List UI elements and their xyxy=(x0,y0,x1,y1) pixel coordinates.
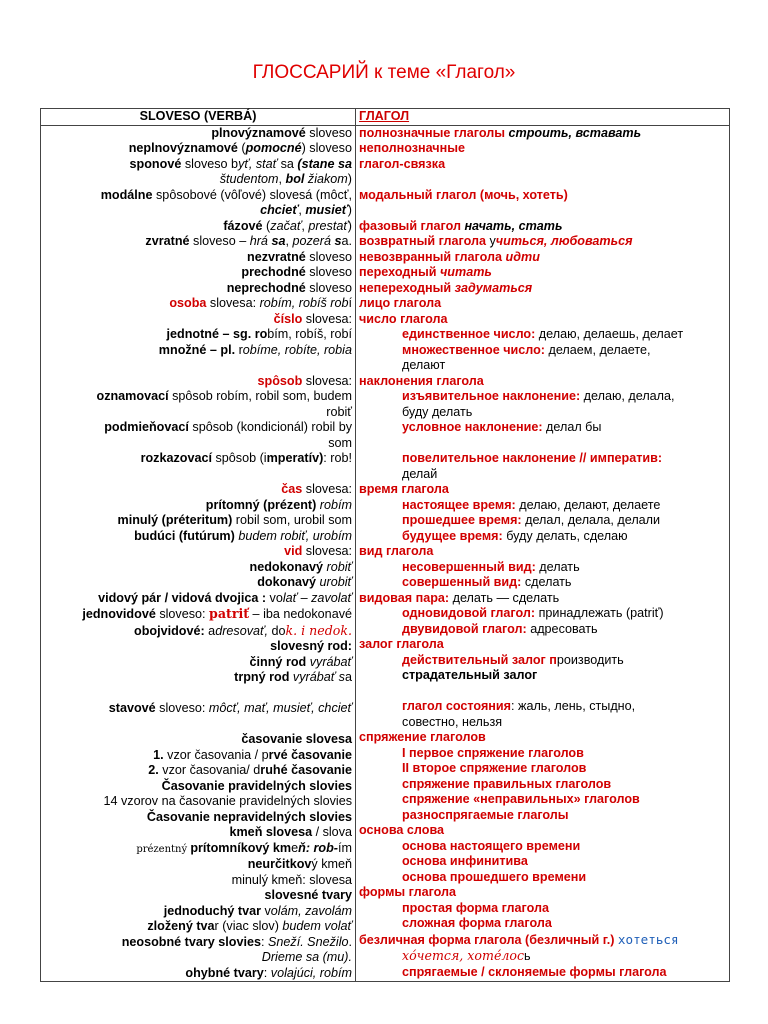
glossary-line: minulý kmeň: slovesa xyxy=(231,872,352,887)
glossary-line: trpný rod vyrábať sa xyxy=(234,670,352,684)
glossary-line: neplnovýznamové (pomocné) sloveso xyxy=(128,141,352,155)
glossary-line: число глагола xyxy=(359,311,448,326)
glossary-line: fázové (začať, prestať) xyxy=(223,218,352,233)
glossary-line: Drieme sa (mu). xyxy=(261,950,352,964)
glossary-line: действительный залог производить xyxy=(402,652,624,667)
glossary-line xyxy=(44,358,352,374)
glossary-line: modálne spôsobové (vôľové) slovesá (môcť, xyxy=(100,187,352,202)
glossary-line: хо́чется, хоте́лось xyxy=(402,948,531,963)
slovak-column xyxy=(41,125,356,982)
glossary-line: лицо глагола xyxy=(359,296,442,310)
header-slovak xyxy=(41,109,356,126)
glossary-line: видовая пара: делать — сделать xyxy=(359,590,560,605)
glossary-line xyxy=(359,203,726,219)
glossary-line: činný rod vyrábať xyxy=(249,654,352,669)
glossary-line: модальный глагол (мочь, хотеть) xyxy=(359,187,568,202)
glossary-line: vidový pár / vidová dvojica : volať – zavolať xyxy=(98,590,352,605)
glossary-line xyxy=(359,436,726,452)
glossary-line: plnovýznamové sloveso xyxy=(211,125,352,140)
glossary-line xyxy=(359,684,726,700)
glossary-table xyxy=(40,108,730,982)
glossary-line: jednotné – sg. robím, robíš, robí xyxy=(166,327,352,341)
glossary-line: переходный читать xyxy=(359,265,492,279)
page-title: ГЛОССАРИЙ к теме «Глагол» xyxy=(252,62,516,83)
glossary-line: страдательный залог xyxy=(402,668,538,682)
glossary-line: budúci (futúrum) budem robiť, urobím xyxy=(134,528,352,543)
glossary-line: залог глагола xyxy=(359,637,444,651)
glossary-line: oznamovací spôsob robím, robil som, budem xyxy=(96,389,352,403)
glossary-line: robiť xyxy=(326,404,352,419)
glossary-line: спряжение правильных глаголов xyxy=(402,776,612,791)
glossary-line: глагол-связка xyxy=(359,156,446,171)
glossary-line: neurčitkový kmeň xyxy=(247,857,352,871)
glossary-line: slovesný rod: xyxy=(270,639,352,653)
glossary-line: невозвранный глагола идти xyxy=(359,249,540,264)
glossary-line: zvratné sloveso – hrá sa, pozerá sa. xyxy=(145,234,352,248)
glossary-line: совершенный вид: сделать xyxy=(402,575,572,589)
glossary-line: 1. vzor časovania / prvé časovanie xyxy=(153,747,352,762)
glossary-line: som xyxy=(328,435,352,450)
glossary-line: nezvratné sloveso xyxy=(247,249,352,264)
glossary-line: ohybné tvary: volajúci, robím xyxy=(185,965,352,980)
glossary-line: vid slovesa: xyxy=(284,544,352,558)
glossary-line: основа прошедшего времени xyxy=(402,869,587,884)
glossary-line xyxy=(44,717,352,733)
glossary-line: neprechodné sloveso xyxy=(226,280,352,295)
glossary-line: спрягаемые / склоняемые формы глагола xyxy=(402,964,667,979)
glossary-line xyxy=(359,172,726,188)
glossary-line: глагол состояния: жаль, лень, стыдно, xyxy=(402,699,636,713)
glossary-line: stavové sloveso: môcť, mať, musieť, chcieť xyxy=(108,701,352,715)
glossary-line: прошедшее время: делал, делала, делали xyxy=(402,513,661,527)
glossary-line: совестно, нельзя xyxy=(402,714,503,729)
glossary-line: neosobné tvary slovies: Sneží. Snežilo. xyxy=(121,934,352,949)
table-header-row xyxy=(41,109,730,126)
glossary-line: 14 vzorov na časovanie pravidelných slovies xyxy=(103,794,352,808)
glossary-line: Časovanie nepravidelných slovies xyxy=(146,809,352,824)
glossary-line: основа инфинитива xyxy=(402,854,528,868)
glossary-line: 2. vzor časovania/ druhé časovanie xyxy=(148,763,352,777)
glossary-line: повелительное наклонение // императив: xyxy=(402,451,663,465)
glossary-line: chcieť, musieť) xyxy=(260,203,352,217)
glossary-line: osoba slovesa: robím, robíš robí xyxy=(169,296,352,310)
glossary-line: несовершенный вид: делать xyxy=(402,559,580,574)
glossary-line: obojvidové: adresovať, dok. i nedok. xyxy=(134,622,352,638)
glossary-line: študentom, bol žiakom) xyxy=(219,172,352,186)
glossary-line: основа настоящего времени xyxy=(402,838,581,853)
glossary-line: безличная форма глагола (безличный г.) хотеться xyxy=(359,931,679,947)
header-russian xyxy=(356,109,730,126)
glossary-line: делай xyxy=(402,466,438,481)
glossary-line xyxy=(44,686,352,702)
glossary-line: číslo slovesa: xyxy=(273,311,352,326)
glossary-line: nedokonavý robiť xyxy=(249,559,352,574)
glossary-line: čas slovesa: xyxy=(281,482,352,496)
glossary-line: спряжение «неправильных» глаголов xyxy=(402,792,640,806)
glossary-line: minulý (préteritum) robil som, urobil som xyxy=(117,513,352,527)
glossary-line: jednoduchý tvar volám, zavolám xyxy=(163,903,352,918)
glossary-line: prechodné sloveso xyxy=(241,265,352,279)
glossary-line: вид глагола xyxy=(359,544,434,558)
glossary-line: сложная форма глагола xyxy=(402,916,552,930)
glossary-line: фазовый глагол начать, стать xyxy=(359,218,563,233)
glossary-line: podmieňovací spôsob (kondicionál) robil by xyxy=(104,420,352,434)
glossary-line: неполнозначные xyxy=(359,141,465,155)
glossary-line: возвратный глагола учиться, любоваться xyxy=(359,234,633,248)
glossary-line: двувидовой глагол: адресовать xyxy=(402,621,598,636)
glossary-line: изъявительное наклонение: делаю, делала, xyxy=(402,389,675,403)
header-russian-label: ГЛАГОЛ xyxy=(359,109,410,123)
glossary-line: spôsob slovesa: xyxy=(257,373,352,388)
glossary-line: slovesné tvary xyxy=(264,888,352,902)
glossary-line: kmeň slovesa / slova xyxy=(229,825,352,839)
glossary-line: условное наклонение: делал бы xyxy=(402,420,602,434)
glossary-line: jednovidové sloveso: patriť – iba nedokonavé xyxy=(82,606,352,621)
glossary-line: dokonavý urobiť xyxy=(257,575,352,589)
glossary-line: время глагола xyxy=(359,482,449,496)
glossary-line: множественное число: делаем, делаете, xyxy=(402,342,651,357)
glossary-line: zložený tvar (viac slov) budem volať xyxy=(147,919,352,933)
glossary-line: спряжение глаголов xyxy=(359,730,486,744)
glossary-line: основа слова xyxy=(359,823,445,837)
glossary-line: настоящее время: делаю, делают, делаете xyxy=(402,497,661,512)
glossary-line: одновидовой глагол: принадлежать (patriť) xyxy=(402,606,664,620)
glossary-line: množné – pl. robíme, robíte, robia xyxy=(158,342,352,357)
glossary-line: rozkazovací spôsob (imperatív): rob! xyxy=(140,451,352,465)
table-row xyxy=(41,125,730,982)
glossary-line: sponové sloveso byť, stať sa (stane sa xyxy=(129,156,352,171)
glossary-line: формы глагола xyxy=(359,885,457,899)
glossary-line xyxy=(44,467,352,483)
glossary-line: непереходный задуматься xyxy=(359,280,533,295)
glossary-line: делают xyxy=(402,358,446,372)
glossary-line: prítomný (prézent) robím xyxy=(205,497,352,512)
glossary-line: будущее время: буду делать, сделаю xyxy=(402,528,628,543)
glossary-line: полнозначные глаголы строить, вставать xyxy=(359,125,642,140)
glossary-line: časovanie slovesa xyxy=(241,732,352,746)
glossary-line: буду делать xyxy=(402,404,473,419)
glossary-line: единственное число: делаю, делаешь, делает xyxy=(402,327,684,341)
glossary-line: разноспрягаемые глаголы xyxy=(402,807,569,822)
glossary-line: prézentný prítomníkový kmeň: rob-ím xyxy=(136,840,352,855)
header-slovak-label: SLOVESO (VERBÁ) xyxy=(139,109,257,123)
glossary-line: II второе спряжение глаголов xyxy=(402,761,587,775)
glossary-line: простая форма глагола xyxy=(402,900,549,915)
russian-column xyxy=(356,125,730,982)
glossary-line: Časovanie pravidelných slovies xyxy=(161,778,352,793)
glossary-line: I первое спряжение глаголов xyxy=(402,745,584,760)
glossary-line: наклонения глагола xyxy=(359,373,484,388)
